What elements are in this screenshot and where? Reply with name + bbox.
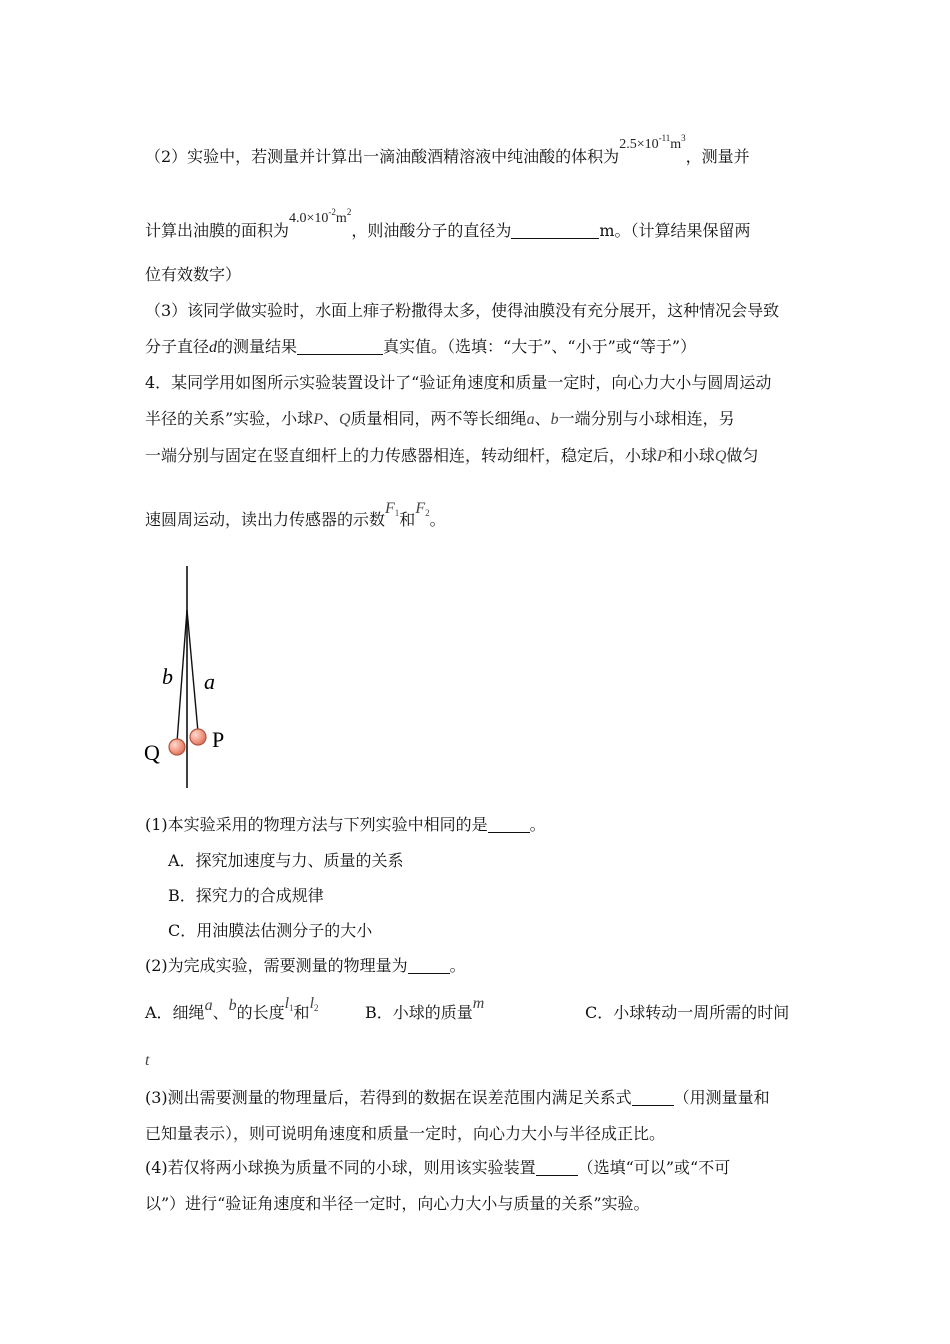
q4-sub2-option-a[interactable]: A．细绳a、b的长度$l_1$和$l_2$ [145, 995, 319, 1022]
label-p: P [212, 727, 225, 752]
q4-sub1-option-c[interactable]: C．用油膜法估测分子的大小 [168, 921, 373, 940]
ball-q [169, 739, 185, 755]
q4-sub1-option-b[interactable]: B．探究力的合成规律 [168, 886, 324, 905]
label-q: Q [144, 740, 160, 765]
q4-sub2-option-b[interactable]: B．小球的质量m [365, 995, 485, 1022]
q4-sub3-line1: (3)测出需要测量的物理量后，若得到的数据在误差范围内满足关系式 （用测量量和 [145, 1088, 770, 1107]
answer-blank-s1[interactable] [488, 816, 530, 833]
q4-sub2-option-c[interactable]: C．小球转动一周所需的时间 [585, 1003, 790, 1022]
answer-blank-s4[interactable] [536, 1159, 578, 1176]
ball-p [190, 729, 206, 745]
q4-stem-line1: 4．某同学用如图所示实验装置设计了“验证角速度和质量一定时，向心力大小与圆周运动 [145, 373, 772, 392]
volume-expression: $2.5\times 10^{-11}m^3$ [619, 133, 686, 152]
q4-sub4-line1: (4)若仅将两小球换为质量不同的小球，则用该实验装置 （选填“可以”或“不可 [145, 1158, 731, 1177]
label-b: b [162, 664, 173, 689]
q3-part2-line2: 计算出油膜的面积为$4.0\times 10^{-2}m^2$，则油酸分子的直径为 m。（计算结果保留两 [145, 207, 751, 240]
q4-sub1-option-a[interactable]: A．探究加速度与力、质量的关系 [168, 851, 404, 870]
q4-sub3-line2: 已知量表示），则可说明角速度和质量一定时，向心力大小与半径成正比。 [145, 1124, 666, 1143]
q3-part3-line1: （3）该同学做实验时，水面上痱子粉撒得太多，使得油膜没有充分展开，这种情况会导致 [145, 301, 780, 320]
q3-part2-line1: （2）实验中，若测量并计算出一滴油酸酒精溶液中纯油酸的体积为$2.5\times 10^{-11}m^3$，测量并 [145, 133, 750, 166]
answer-blank-compare[interactable] [297, 338, 383, 355]
q4-stem-line4: 速圆周运动，读出力传感器的示数$F_1$和$F_2$。 [145, 500, 446, 529]
area-expression: $4.0\times 10^{-2}m^2$ [289, 207, 352, 226]
pendulum-figure [130, 560, 250, 795]
string-b [177, 610, 187, 742]
answer-blank-diameter[interactable] [511, 222, 599, 239]
label-a: a [204, 669, 215, 694]
q4-stem-line3: 一端分别与固定在竖直细杆上的力传感器相连，转动细杆，稳定后，小球P和小球Q做匀 [145, 446, 759, 465]
answer-blank-s2[interactable] [408, 957, 450, 974]
q4-sub1: (1)本实验采用的物理方法与下列实验中相同的是 。 [145, 815, 546, 834]
q3-part3-line2: 分子直径d的测量结果 真实值。（选填：“大于”、“小于”或“等于”） [145, 337, 697, 356]
q4-stem-line2: 半径的关系”实验，小球P、Q质量相同，两不等长细绳a、b一端分别与小球相连，另 [145, 409, 735, 428]
q4-sub4-line2: 以”）进行“验证角速度和半径一定时，向心力大小与质量的关系”实验。 [145, 1194, 650, 1213]
q4-sub2-option-c-var: t [145, 1052, 150, 1069]
q4-sub2: (2)为完成实验，需要测量的物理量为 。 [145, 956, 466, 975]
answer-blank-s3[interactable] [632, 1089, 674, 1106]
q3-part2-line3: 位有效数字） [145, 265, 242, 284]
string-a [187, 610, 198, 732]
